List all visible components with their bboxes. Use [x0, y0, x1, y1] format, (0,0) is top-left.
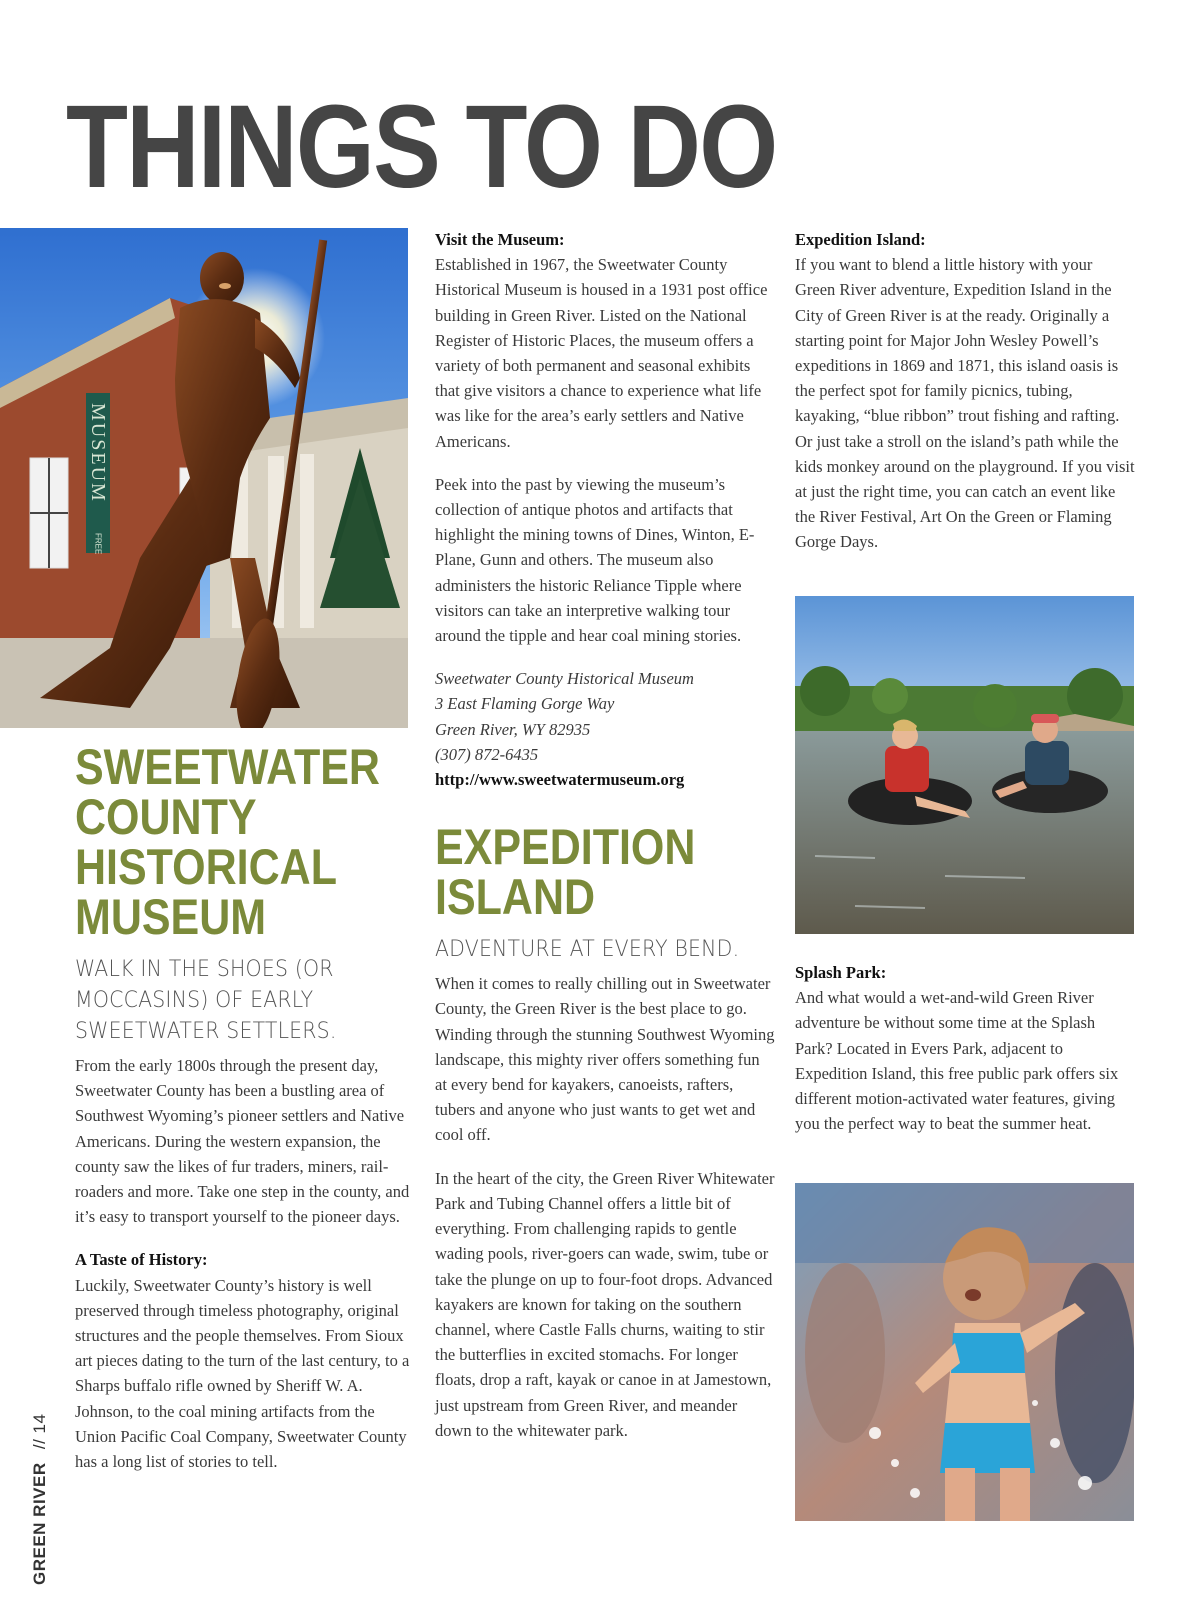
museum-left-column [75, 739, 415, 1474]
middle-column [435, 227, 775, 1443]
visit-museum-heading: Visit the Museum: [435, 230, 565, 249]
museum-statue-photo [0, 228, 408, 728]
whitewater-park-paragraph: In the heart of the city, the Green River Whitewater Park and Tubing Channel offers a little bit of everything. From challenging rapids to gentle wading pools, river-goers can wade, swim, tube or take the plunge on up to four-foot drops. Advanced kayakers are known for taking on the southern channel, where Castle Falls churns, waiting to stir the butterflies in excited stomachs. For longer floats, drop a raft, kayak or canoe in at Jamestown, just upstream from Green River, and meander down to the whitewater park. [435, 1168, 775, 1440]
museum-title-line: SWEETWATER [75, 739, 380, 795]
museum-title-line: HISTORICAL [75, 839, 337, 895]
taste-of-history-heading: A Taste of History: [75, 1250, 208, 1270]
museum-address-city: Green River, WY 82935 [435, 719, 591, 739]
footer-brand: GREEN RIVER [30, 1462, 49, 1585]
peek-into-past-paragraph: Peek into the past by viewing the museum’s collection of antique photos and artifacts that highlight the mining towns of Dines, Winton, E-Plane, Gunn and others. The museum also administers the historic Reliance Tipple where visitors can take an interpretive walking tour around the tipple and hear coal mining stories. [435, 474, 755, 646]
splash-park-photo [795, 1183, 1134, 1521]
splash-park-paragraph [795, 960, 1135, 1136]
museum-title-line: MUSEUM [75, 889, 267, 945]
museum-title-line: COUNTY [75, 789, 257, 845]
museum-subtitle-line: MOCCASINS) OF EARLY [75, 988, 314, 1013]
taste-of-history-paragraph [75, 1247, 415, 1474]
museum-address-name: Sweetwater County Historical Museum [435, 669, 694, 689]
expedition-section-subtitle: ADVENTURE AT EVERY BEND. [435, 937, 740, 963]
splash-park-block [795, 960, 1135, 1136]
museum-subtitle-line: WALK IN THE SHOES (OR [75, 957, 334, 982]
river-tubing-photo [795, 596, 1134, 934]
expedition-island-body: If you want to blend a little history with your Green River adventure, Expedition Island in the City of Green River is at the ready. Originally a starting point for Major John Wesley Powell’s expeditions in 1869 and 1871, this island oasis is the perfect spot for family picnics, tubing, kayaking, “blue ribbon” trout fishing and rafting. Or just take a stroll on the island’s path while the kids monkey around on the playground. If you visit at just the right time, you can catch an event like the River Festival, Art On the Green or Flaming Gorge Days. [795, 255, 1135, 552]
expedition-section-title [435, 819, 727, 926]
expedition-title-line: ISLAND [435, 869, 596, 926]
museum-website-link[interactable]: http://www.sweetwatermuseum.org [435, 770, 685, 790]
expedition-intro-paragraph: When it comes to really chilling out in Sweetwater County, the Green River is the best place to go. Winding through the stunning Southwest Wyoming landscape, this mighty river offers something fun at every bend for kayakers, canoeists, rafters, tubers and anyone who just wants to get wet and cool off. [435, 974, 775, 1145]
museum-intro-paragraph: From the early 1800s through the present day, Sweetwater County has been a bustling area of Southwest Wyoming’s pioneer settlers and Native Americans. During the western expansion, the county saw the likes of fur traders, miners, rail-roaders and more. Take one step in the county, and it’s easy to transport yourself to the pioneer days. [75, 1056, 410, 1227]
expedition-island-heading: Expedition Island: [795, 230, 926, 249]
splash-park-body: And what would a wet-and-wild Green River adventure be without some time at the Splash Park? Located in Evers Park, adjacent to Expedition Island, this free public park offers six different motion-activated water features, giving you the perfect way to beat the summer heat. [795, 988, 1119, 1134]
expedition-island-paragraph [795, 227, 1135, 555]
museum-sign-small-text: FREE [93, 533, 103, 555]
page-footer [30, 1414, 50, 1585]
museum-section-subtitle [75, 954, 391, 1047]
museum-address-street: 3 East Flaming Gorge Way [435, 694, 615, 714]
museum-subtitle-line: SWEETWATER SETTLERS. [75, 1019, 337, 1044]
page-title: THINGS TO DO [66, 81, 777, 213]
island-info-block [795, 227, 1135, 555]
splash-park-heading: Splash Park: [795, 963, 887, 982]
museum-address-block [435, 666, 775, 792]
expedition-title-line: EXPEDITION [435, 819, 696, 876]
museum-section-title [75, 739, 380, 945]
museum-sign-text: MUSEUM [87, 403, 109, 503]
taste-of-history-body: Luckily, Sweetwater County’s history is well preserved through timeless photography, original structures and the people themselves. From Sioux art pieces dating to the turn of the last century, to a Sharps buffalo rifle owned by Sheriff W. A. Johnson, to the coal mining artifacts from the Union Pacific Coal Company, Sweetwater County has a long list of stories to tell. [75, 1275, 410, 1472]
visit-museum-body: Established in 1967, the Sweetwater County Historical Museum is housed in a 1931 post office building in Green River. Listed on the National Register of Historic Places, the museum offers a variety of both permanent and seasonal exhibits that give visitors a chance to experience what life was like for the area’s early settlers and Native Americans. [435, 255, 768, 451]
visit-museum-paragraph [435, 227, 775, 454]
museum-address-phone: (307) 872-6435 [435, 744, 539, 764]
footer-page-number: // 14 [30, 1413, 49, 1450]
